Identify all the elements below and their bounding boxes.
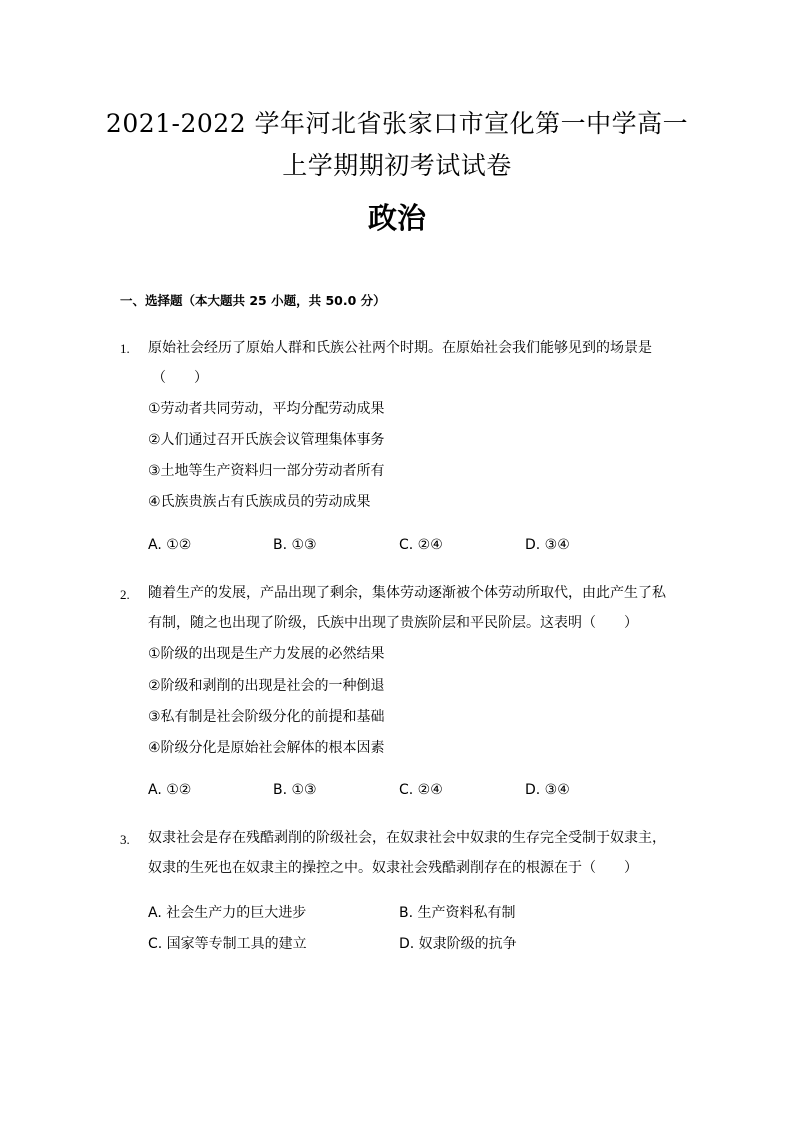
- option-c: C. ②④: [399, 537, 443, 553]
- option-a: A. ①②: [148, 537, 192, 553]
- statement-item: ③私有制是社会阶级分化的前提和基础: [148, 709, 385, 725]
- statement-item: ③土地等生产资料归一部分劳动者所有: [148, 463, 385, 479]
- question-number: 3.: [120, 832, 130, 847]
- answer-blank: （ ）: [152, 370, 208, 386]
- question-stem: 随着生产的发展，产品出现了剩余，集体劳动逐渐被个体劳动所取代，由此产生了私: [148, 585, 666, 601]
- question-stem: 原始社会经历了原始人群和氏族公社两个时期。在原始社会我们能够见到的场景是: [148, 340, 652, 356]
- statement-item: ①阶级的出现是生产力发展的必然结果: [148, 646, 385, 662]
- question-stem: 有制，随之也出现了阶级，氏族中出现了贵族阶层和平民阶层。这表明（ ）: [148, 615, 638, 631]
- option-a: A. 社会生产力的巨大进步: [148, 905, 307, 921]
- question-stem: 奴隶社会是存在残酷剥削的阶级社会，在奴隶社会中奴隶的生存完全受制于奴隶主，: [148, 830, 666, 846]
- statement-item: ④氏族贵族占有氏族成员的劳动成果: [148, 494, 371, 510]
- option-b: B. ①③: [273, 537, 317, 553]
- question-number: 1.: [120, 341, 130, 356]
- statement-item: ①劳动者共同劳动，平均分配劳动成果: [148, 401, 385, 417]
- section-heading: 一、选择题（本大题共 25 小题，共 50.0 分）: [120, 293, 386, 308]
- statement-item: ④阶级分化是原始社会解体的根本因素: [148, 740, 385, 756]
- question-number: 2.: [120, 587, 130, 602]
- exam-title-line2: 上学期期初考试试卷: [282, 151, 512, 180]
- option-d: D. ③④: [525, 537, 570, 553]
- option-d: D. ③④: [525, 782, 570, 798]
- subject-title: 政治: [367, 201, 426, 235]
- option-b: B. 生产资料私有制: [399, 905, 516, 921]
- option-c: C. 国家等专制工具的建立: [148, 936, 307, 952]
- option-b: B. ①③: [273, 782, 317, 798]
- statement-item: ②人们通过召开氏族会议管理集体事务: [148, 432, 385, 448]
- statement-item: ②阶级和剥削的出现是社会的一种倒退: [148, 678, 385, 694]
- exam-title-line1: 2021-2022 学年河北省张家口市宣化第一中学高一: [105, 109, 689, 138]
- question-stem: 奴隶的生死也在奴隶主的操控之中。奴隶社会残酷剥削存在的根源在于（ ）: [148, 860, 638, 876]
- option-d: D. 奴隶阶级的抗争: [399, 936, 517, 952]
- option-a: A. ①②: [148, 782, 192, 798]
- option-c: C. ②④: [399, 782, 443, 798]
